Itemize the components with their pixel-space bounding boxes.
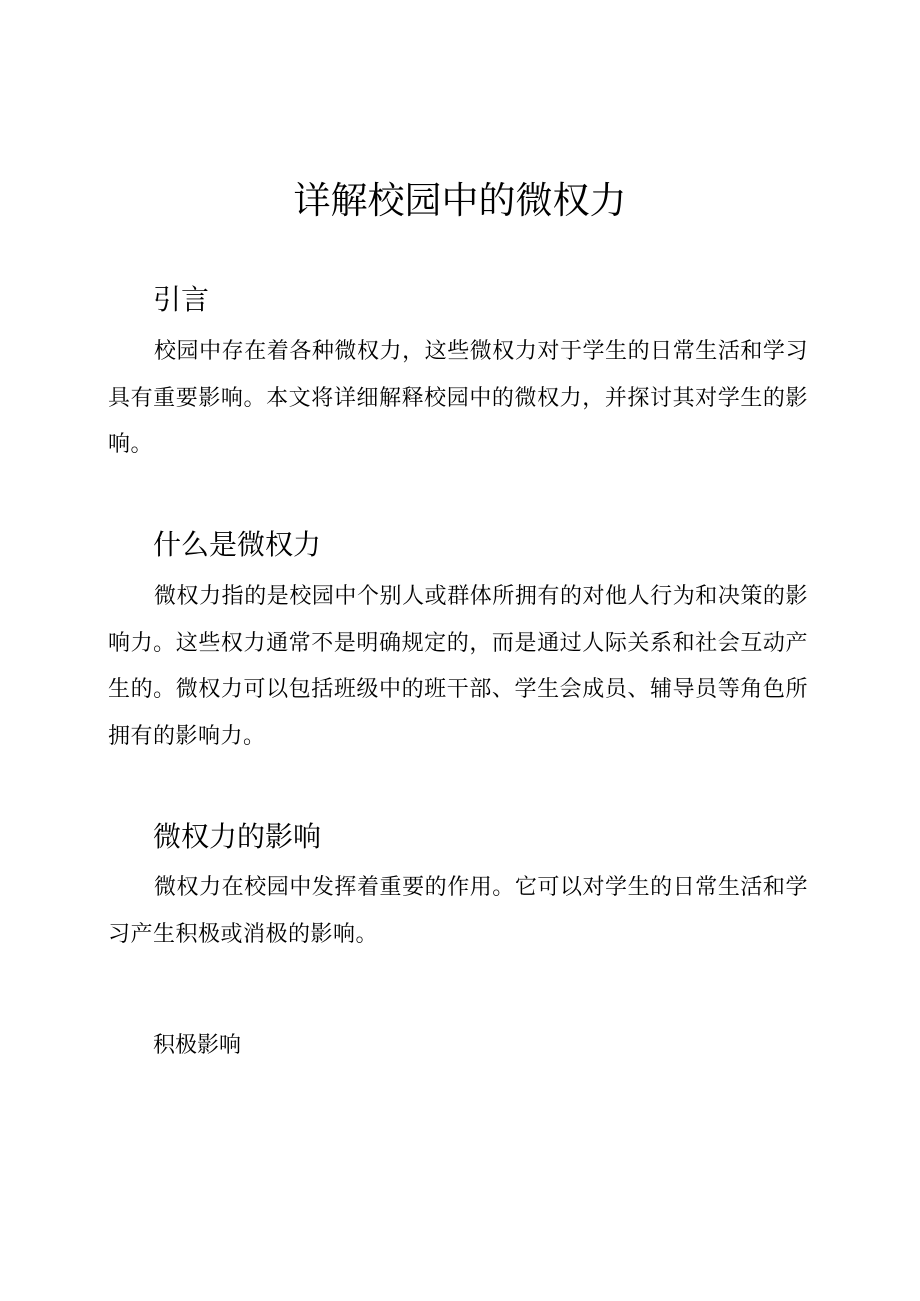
document-title: 详解校园中的微权力	[293, 179, 627, 222]
section-paragraph-what-is: 微权力指的是校园中个别人或群体所拥有的对他人行为和决策的影响力。这些权力通常不是明确规定的，而是通过人际关系和社会互动产生的。微权力可以包括班级中的班干部、学生会成员、辅导员等角色所拥有的影响力。	[108, 584, 808, 749]
section-heading-influence: 微权力的影响	[153, 820, 322, 853]
section-paragraph-influence: 微权力在校园中发挥着重要的作用。它可以对学生的日常生活和学习产生积极或消极的影响。	[108, 875, 808, 947]
subheading-positive-influence: 积极影响	[153, 1033, 242, 1058]
section-heading-what-is: 什么是微权力	[153, 528, 322, 561]
section-heading-intro: 引言	[153, 283, 210, 316]
section-paragraph-intro: 校园中存在着各种微权力，这些微权力对于学生的日常生活和学习具有重要影响。本文将详细解释校园中的微权力，并探讨其对学生的影响。	[108, 339, 808, 457]
